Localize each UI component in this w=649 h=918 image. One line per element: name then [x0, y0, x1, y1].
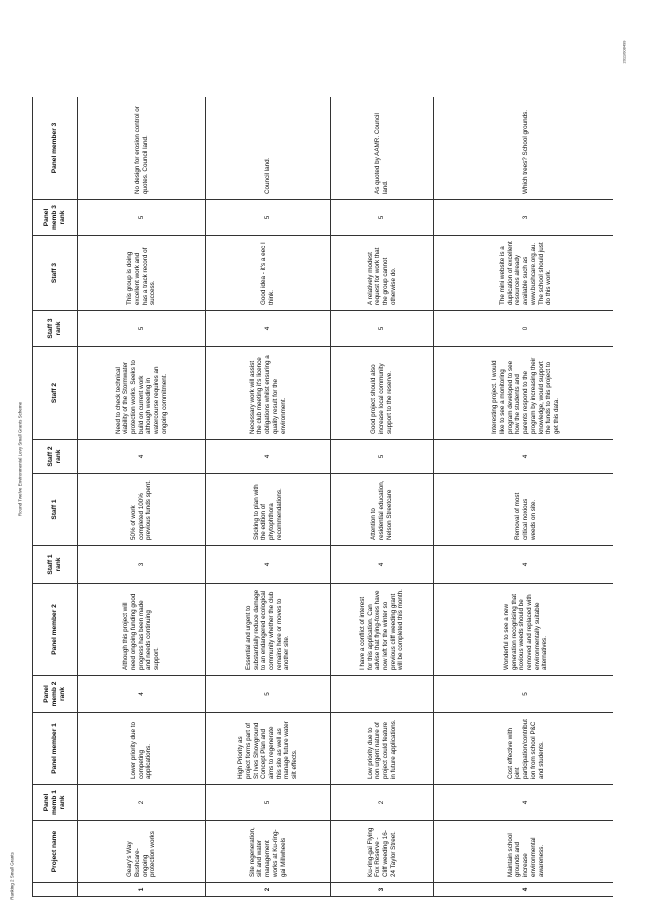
- rank-cell: 3: [434, 200, 614, 236]
- row-number: 2: [206, 883, 331, 897]
- rank-cell: 5: [206, 200, 331, 236]
- rank-cell: 4: [434, 546, 614, 584]
- table-row: [331, 97, 434, 897]
- rank-cell: 5: [206, 676, 331, 713]
- row-number: 1: [78, 883, 206, 897]
- header-row: [33, 97, 78, 897]
- comment-cell: Attention to residential education, Nelson Streetcare: [331, 474, 434, 546]
- comment-cell: Removal of most critical noxious weeds on site.: [434, 474, 614, 546]
- rank-cell: 5: [331, 200, 434, 236]
- rank-cell: 0: [434, 311, 614, 347]
- rank-cell: 5: [78, 311, 206, 347]
- rank-cell: 4: [206, 311, 331, 347]
- rank-cell: 5: [331, 440, 434, 474]
- table-container: [32, 97, 613, 897]
- comment-cell: Lower priority due to competing applications.: [78, 713, 206, 785]
- column-header: Project name: [33, 821, 78, 883]
- comment-cell: Low priority due to non urgent nature of project could feature in future applications.: [331, 713, 434, 785]
- column-header: Staff 3 rank: [33, 311, 78, 347]
- rank-cell: 5: [78, 200, 206, 236]
- comment-cell: No design for erosion control or quotes. Council land.: [78, 97, 206, 200]
- comment-cell: Good idea - it's a eec I think.: [206, 236, 331, 311]
- rank-cell: 4: [78, 440, 206, 474]
- rank-cell: 4: [206, 546, 331, 584]
- rank-cell: 4: [434, 440, 614, 474]
- page-footer: Ranking 2 Small Grants: [9, 852, 15, 900]
- comment-cell: I have a conflict of interest for this application. Can advise that flying-foxes have now left for the winter so previous cliff weeding grant will be completed this month.: [331, 584, 434, 676]
- column-header: Panel member 2: [33, 584, 78, 676]
- document-code: 2011/008499: [621, 40, 627, 64]
- row-number: 4: [434, 883, 614, 897]
- rank-cell: 5: [434, 676, 614, 713]
- comment-cell: A relatively modest request for work that the group cannot otherwise do.: [331, 236, 434, 311]
- comment-cell: 50% of work completed 100% previous funds spent.: [78, 474, 206, 546]
- rank-cell: 4: [434, 785, 614, 821]
- comment-cell: Although this project will need ongoing funding good progress has been made and needs continuing support.: [78, 584, 206, 676]
- comment-cell: This group is doing excellent work and has a track record of success.: [78, 236, 206, 311]
- comment-cell: Sticking to plan with the edition of phytophthora recommendations.: [206, 474, 331, 546]
- column-header: Panel memb 1 rank: [33, 785, 78, 821]
- project-name-cell: Site regeneration, silt and water management works at Ku-ring-gai Millwheels: [206, 821, 331, 883]
- column-header: Panel memb 2 rank: [33, 676, 78, 713]
- project-name-cell: Ku-ring-gai Flying Fox Reserve - Cliff weeding 16-24 Taylor Street.: [331, 821, 434, 883]
- rank-cell: 4: [331, 546, 434, 584]
- column-header: Staff 2 rank: [33, 440, 78, 474]
- rank-cell: 5: [331, 311, 434, 347]
- comment-cell: As quoted by AAMR. Council land.: [331, 97, 434, 200]
- column-header: Staff 1 rank: [33, 546, 78, 584]
- rank-cell: 5: [206, 785, 331, 821]
- rank-cell: 4: [206, 440, 331, 474]
- comment-cell: Cost effective with joint participation/contribut ion from school P&C and students.: [434, 713, 614, 785]
- rank-cell: 4: [78, 676, 206, 713]
- project-name-cell: Geary's Way Bushcare- ongoing protection works: [78, 821, 206, 883]
- comment-cell: Interesting project. I would like to see a monitoring program developed to see how the students and parents respond to the program by increasing their knowledge, would support the funds to this project to get this data.: [434, 347, 614, 440]
- column-header-num: [33, 883, 78, 897]
- rank-cell: [331, 676, 434, 713]
- rank-cell: 3: [78, 546, 206, 584]
- comment-cell: High Priority as project forms part of St Ives Showground Concept Plan and aims to regenerate this site as well as manage future water silt effects.: [206, 713, 331, 785]
- document-title: Round Twelve Environmental Levy Small Grants Scheme: [17, 401, 23, 517]
- table-row: [78, 97, 206, 897]
- comment-cell: Essential and urgent to substantially reduce damage to an endangered ecological community whether the club remains here or moves to another site.: [206, 584, 331, 676]
- column-header: Staff 3: [33, 236, 78, 311]
- rank-cell: 2: [78, 785, 206, 821]
- comment-cell: Council land.: [206, 97, 331, 200]
- comment-cell: Good project should also increase local community support to the reserve.: [331, 347, 434, 440]
- project-name-cell: Maintain school grounds and increase environmental awareness.: [434, 821, 614, 883]
- comment-cell: Which trees? School grounds.: [434, 97, 614, 200]
- ranking-table: [32, 97, 613, 897]
- comment-cell: Wonderful to see a new generation recognising that noxious weeds should be removed and replaced with environmentally suitable alternatives.: [434, 584, 614, 676]
- rank-cell: 2: [331, 785, 434, 821]
- comment-cell: The mini website is a duplication of excellent resources already available such as www.bushcare.org.au. The school should just do this work.: [434, 236, 614, 311]
- comment-cell: Necessary work will assist the club meeting it's licence obligations whilst ensuring a quality result for the environment.: [206, 347, 331, 440]
- comment-cell: Need to check technical viability of the Stormwater protection works. Seeks to build on current work although weeding in watercourse requires an ongoing commitment.: [78, 347, 206, 440]
- row-number: 3: [331, 883, 434, 897]
- column-header: Panel memb 3 rank: [33, 200, 78, 236]
- column-header: Staff 1: [33, 474, 78, 546]
- table-row: [434, 97, 614, 897]
- column-header: Panel member 1: [33, 713, 78, 785]
- table-row: [206, 97, 331, 897]
- column-header: Staff 2: [33, 347, 78, 440]
- column-header: Panel member 3: [33, 97, 78, 200]
